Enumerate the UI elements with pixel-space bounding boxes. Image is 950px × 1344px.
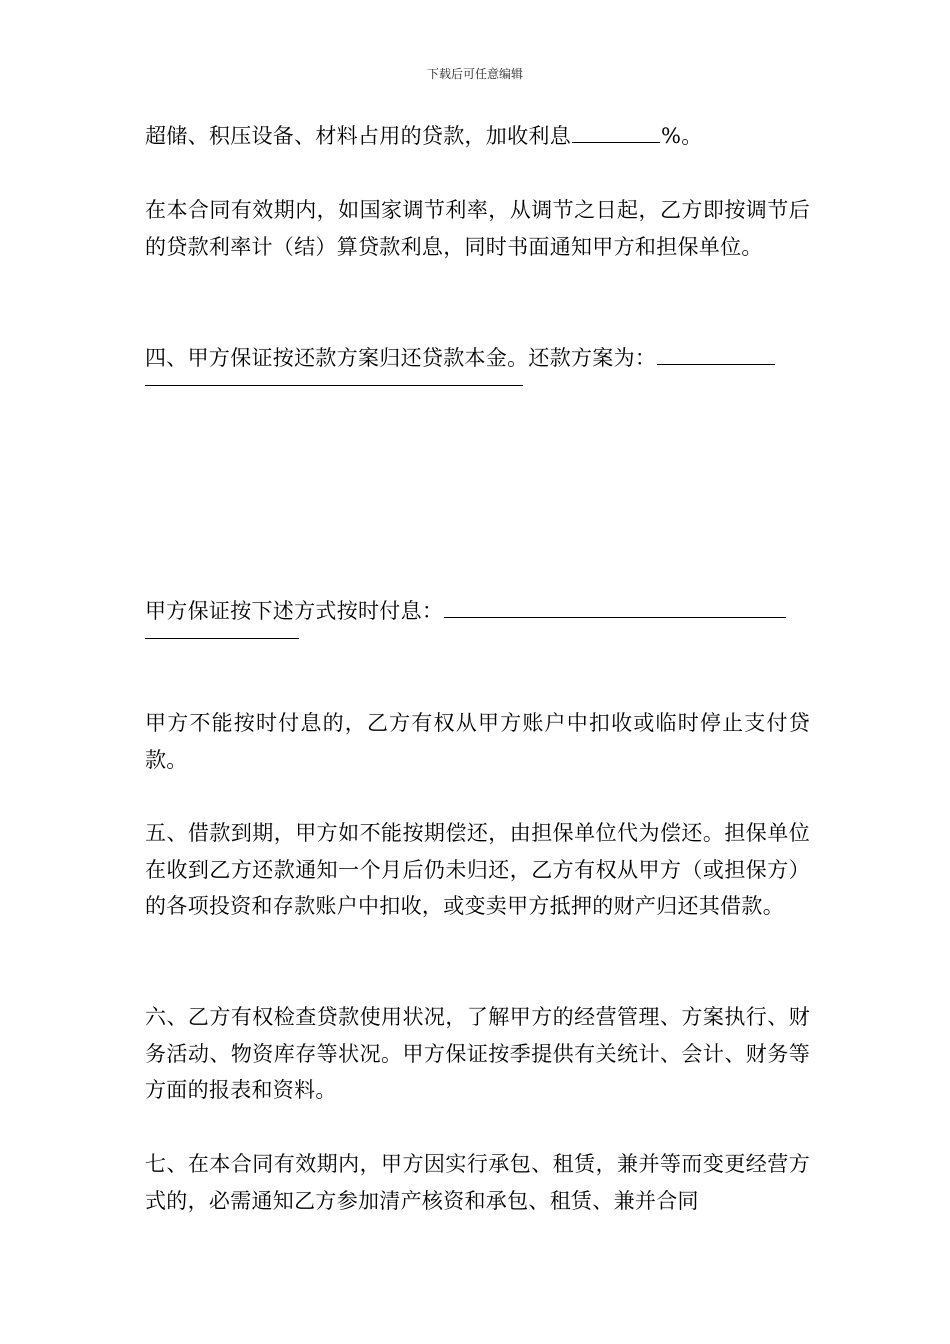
- paragraph-text: 甲方保证按下述方式按时付息：: [145, 599, 444, 623]
- paragraph-interest-surcharge: [145, 118, 810, 155]
- paragraph-clause-seven: 七、在本合同有效期内，甲方因实行承包、租赁，兼并等而变更经营方式的，必需通知乙方参加清产核资和承包、租赁、兼并合同: [145, 1152, 810, 1213]
- paragraph-text: 超储、积压设备、材料占用的贷款，加收利息: [145, 124, 571, 148]
- page-header: 下载后可任意编辑: [426, 67, 523, 81]
- paragraph-text: 四、甲方保证按还款方案归还贷款本金。还款方案为：: [145, 346, 657, 370]
- paragraph-interest-payment: [145, 593, 810, 639]
- paragraph-clause-five: 五、借款到期，甲方如不能按期偿还，由担保单位代为偿还。担保单位在收到乙方还款通知一个月后仍未归还，乙方有权从甲方（或担保方）的各项投资和存款账户中扣收，或变卖甲方抵押的财产归还其借款。: [145, 821, 810, 918]
- paragraph-text: %。: [661, 124, 703, 148]
- paragraph-repayment-plan: [145, 340, 810, 386]
- fill-in-blank: [572, 141, 660, 143]
- paragraph-rate-adjustment: 在本合同有效期内，如国家调节利率，从调节之日起，乙方即按调节后的贷款利率计（结）算贷款利息，同时书面通知甲方和担保单位。: [145, 198, 810, 259]
- paragraph-clause-six: 六、乙方有权检查贷款使用状况，了解甲方的经营管理、方案执行、财务活动、物资库存等状况。甲方保证按季提供有关统计、会计、财务等方面的报表和资料。: [145, 1005, 810, 1102]
- paragraph-late-interest: 甲方不能按时付息的，乙方有权从甲方账户中扣收或临时停止支付贷款。: [145, 711, 810, 772]
- fill-in-blank: [657, 363, 775, 365]
- fill-in-blank: [444, 616, 786, 618]
